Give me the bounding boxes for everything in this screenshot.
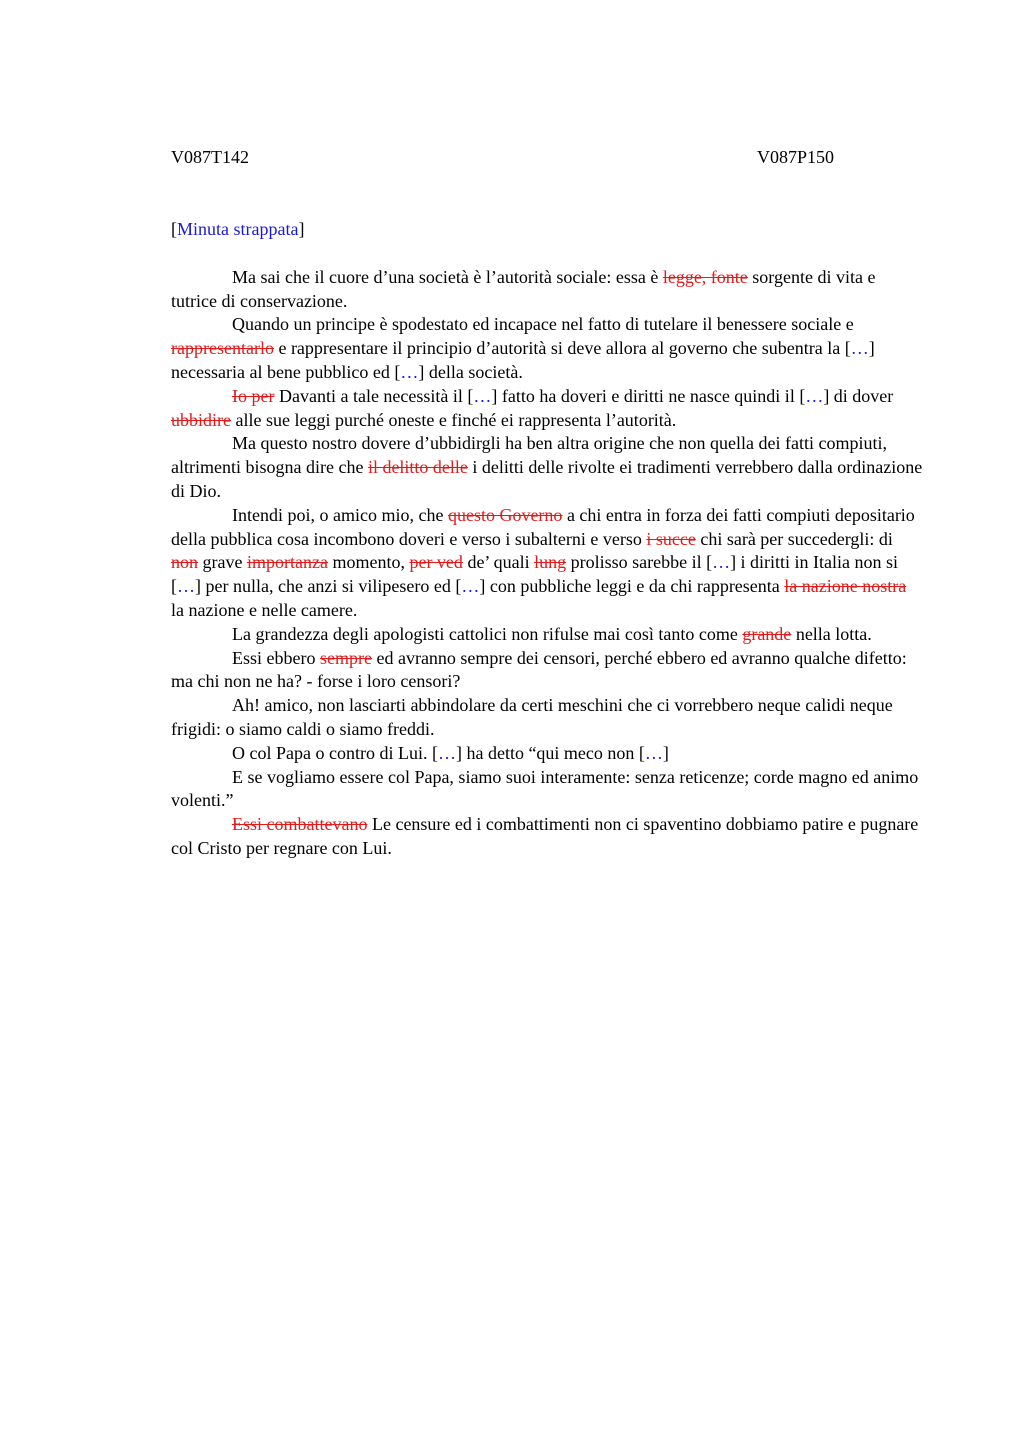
- ellipsis-gap: …: [712, 552, 731, 573]
- deleted-text: lung: [534, 552, 567, 573]
- paragraph: [171, 742, 923, 766]
- deleted-text: questo Governo: [447, 504, 563, 525]
- text-segment: Intendi poi, o amico mio, che: [232, 504, 448, 525]
- deleted-text: Io per: [232, 385, 275, 406]
- text-segment: Ma questo nostro dovere d’ubbidirgli ha ben altra origine che non quella dei fatti compiuti, altrimenti bisogna dire che: [171, 433, 887, 478]
- deleted-text: rappresentarlo: [171, 338, 274, 359]
- paragraph: [171, 623, 923, 647]
- text-segment: chi sarà per succedergli: di: [695, 528, 893, 549]
- text-segment: de’ quali: [462, 552, 535, 573]
- text-segment: Ah! amico, non lasciarti abbindolare da certi meschini che ci vorrebbero neque calidi neque frigidi: o siamo caldi o siamo freddi.: [171, 695, 893, 739]
- deleted-text: legge, fonte: [662, 266, 748, 287]
- ellipsis-gap: …: [461, 576, 480, 597]
- paragraph: [171, 313, 923, 384]
- text-segment: Quando un principe è spodestato ed incapace nel fatto di tutelare il benessere sociale e: [232, 314, 854, 335]
- text-segment: i delitti delle rivolte ei tradimenti verrebbero dalla ordinazione di Dio.: [171, 457, 923, 501]
- ellipsis-gap: …: [437, 742, 456, 763]
- deleted-text: per ved: [409, 552, 463, 573]
- text-segment: Davanti a tale necessità il [: [274, 385, 474, 406]
- text-segment: Le censure ed i combattimenti non ci spaventino dobbiamo patire e pugnare col Cristo per regnare con Lui.: [171, 814, 919, 858]
- text-segment: ]: [662, 742, 669, 763]
- body-text: [171, 266, 923, 861]
- deleted-text: ubbidire: [171, 409, 231, 430]
- ellipsis-gap: …: [473, 385, 492, 406]
- text-segment: sorgente di vita e tutrice di conservazione.: [171, 266, 876, 311]
- paragraph: [171, 385, 923, 433]
- paragraph: [171, 266, 923, 314]
- document-header: [171, 146, 923, 170]
- text-segment: prolisso sarebbe il [: [566, 552, 713, 573]
- text-segment: nella lotta.: [791, 623, 872, 644]
- ellipsis-gap: …: [850, 338, 869, 359]
- deleted-text: sempre: [319, 647, 372, 668]
- paragraph: [171, 766, 923, 814]
- text-segment: la nazione e nelle camere.: [171, 599, 358, 620]
- deleted-text: il delitto delle: [367, 457, 468, 478]
- paragraph: [171, 432, 923, 503]
- text-segment: grave: [198, 552, 247, 573]
- text-segment: ] per nulla, che anzi si vilipesero ed [: [195, 576, 462, 597]
- paragraph: [171, 647, 923, 695]
- text-segment: ] fatto ha doveri e diritti ne nasce quindi il [: [491, 385, 806, 406]
- text-segment: ed avranno sempre dei censori, perché ebbero ed avranno qualche difetto: ma chi non ne ha? - forse i loro censori?: [171, 647, 907, 692]
- text-segment: a chi entra in forza dei fatti compiuti depositario della pubblica cosa incombono doveri e verso i subalterni e verso: [171, 504, 915, 549]
- text-segment: ] ha detto “qui meco non [: [455, 742, 645, 763]
- text-segment: ] i diritti in Italia non si [: [171, 552, 899, 597]
- ellipsis-gap: …: [400, 361, 419, 382]
- note-open-bracket: [: [171, 219, 177, 239]
- paragraph: [171, 504, 923, 623]
- text-segment: ] necessaria al bene pubblico ed [: [171, 338, 875, 382]
- deleted-text: non: [171, 552, 198, 573]
- paragraph: [171, 694, 923, 742]
- deleted-text: Essi combattevano: [232, 814, 368, 835]
- text-segment: momento,: [327, 552, 410, 573]
- note-close-bracket: ]: [298, 219, 305, 239]
- text-segment: e rappresentare il principio d’autorità si deve allora al governo che subentra la [: [273, 338, 851, 359]
- note-label: Minuta strappata: [177, 219, 299, 239]
- text-segment: ] con pubbliche leggi e da chi rappresenta: [479, 576, 785, 597]
- document-id-left: V087T142: [171, 147, 249, 167]
- editorial-note: [171, 218, 923, 242]
- text-segment: alle sue leggi purché oneste e finché ei rappresenta l’autorità.: [231, 409, 677, 430]
- deleted-text: importanza: [246, 552, 328, 573]
- text-segment: ] di dover: [823, 385, 894, 406]
- deleted-text: la nazione nostra: [784, 576, 907, 597]
- ellipsis-gap: …: [644, 742, 663, 763]
- text-segment: O col Papa o contro di Lui. [: [232, 742, 438, 763]
- ellipsis-gap: …: [805, 385, 824, 406]
- text-segment: La grandezza degli apologisti cattolici non rifulse mai così tanto come: [232, 623, 743, 644]
- ellipsis-gap: …: [177, 576, 195, 597]
- text-segment: ] della società.: [418, 361, 523, 382]
- document-page: [171, 146, 923, 861]
- text-segment: Ma sai che il cuore d’una società è l’autorità sociale: essa è: [232, 266, 663, 287]
- deleted-text: i succe: [646, 528, 696, 549]
- deleted-text: grande: [742, 623, 792, 644]
- text-segment: E se vogliamo essere col Papa, siamo suoi interamente: senza reticenze; corde magno ed animo volenti.”: [171, 766, 919, 811]
- paragraph: [171, 813, 923, 861]
- document-id-right: V087P150: [757, 147, 835, 167]
- text-segment: Essi ebbero: [232, 647, 320, 668]
